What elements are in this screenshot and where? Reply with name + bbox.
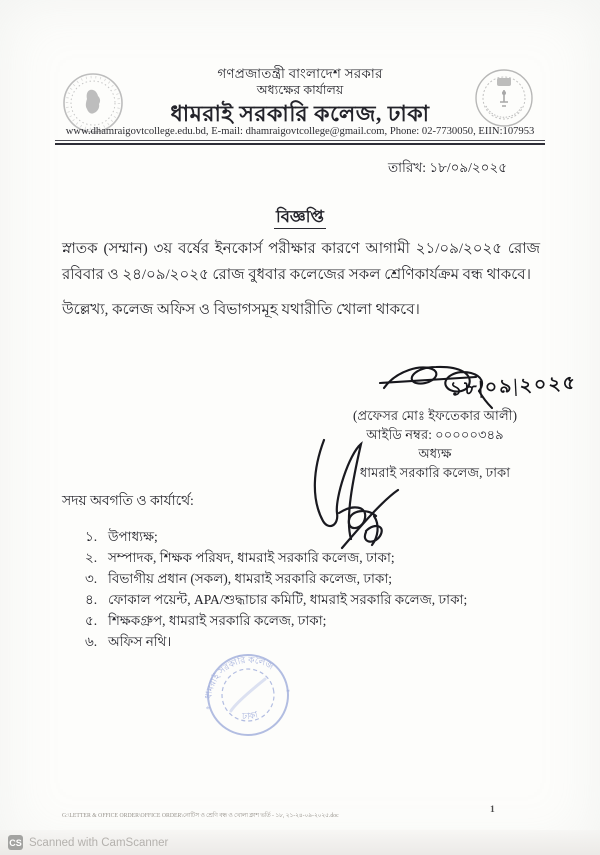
list-item-text: বিভাগীয় প্রধান (সকল), ধামরাই সরকারি কলেজ, ঢাকা;	[108, 571, 393, 586]
list-item	[85, 526, 525, 547]
notice-title	[0, 204, 600, 231]
camscanner-watermark-text: Scanned with CamScanner	[29, 836, 169, 849]
header-rule-thin	[55, 140, 545, 141]
svg-text:*: *	[285, 687, 292, 697]
office-line: অধ্যক্ষের কার্যালয়	[256, 83, 344, 97]
camscanner-badge-icon: CS	[8, 835, 23, 850]
signatory-designation: অধ্যক্ষ	[418, 446, 452, 461]
signatory-name: (প্রফেসর মোঃ ইফতেকার আলী)	[353, 408, 517, 423]
government-line: গণপ্রজাতন্ত্রী বাংলাদেশ সরকার	[217, 66, 383, 81]
list-item-text: উপাধ্যক্ষ;	[108, 529, 158, 544]
list-item	[85, 610, 525, 631]
notice-paragraph-2: উল্লেখ্য, কলেজ অফিস ও বিভাগসমূহ যথারীতি খোলা থাকবে।	[62, 302, 420, 318]
list-item-text: ফোকাল পয়েন্ট, APA/শুদ্ধাচার কমিটি, ধামরাই সরকারি কলেজ, ঢাকা;	[108, 592, 468, 607]
list-item	[85, 589, 525, 610]
camscanner-watermark-bar	[0, 830, 600, 855]
list-item-text: সম্পাদক, শিক্ষক পরিষদ, ধামরাই সরকারি কলেজ, ঢাকা;	[108, 550, 395, 565]
stamp-ring-text-bottom: ঢাকা	[241, 709, 259, 722]
list-item-number: ৬.	[85, 634, 98, 649]
list-item	[85, 631, 525, 652]
svg-text:ধামরাই সরকারি কলেজ	[196, 649, 281, 702]
svg-text:ঢাকা	[239, 708, 259, 724]
distribution-list	[85, 526, 525, 652]
svg-text:*: *	[205, 704, 211, 714]
handwritten-date: ১৮|০৯|২০২৫	[449, 372, 578, 401]
list-item-text: শিক্ষকগ্রুপ, ধামরাই সরকারি কলেজ, ঢাকা;	[108, 613, 327, 628]
college-name: ধামরাই সরকারি কলেজ, ঢাকা	[170, 101, 430, 126]
date-line: তারিখ: ১৮/০৯/২০২৫	[388, 160, 507, 175]
list-item-text: অফিস নথি।	[108, 634, 172, 649]
signatory-institution: ধামরাই সরকারি কলেজ, ঢাকা	[359, 465, 511, 480]
header-rule-thick	[55, 143, 545, 145]
list-item-number: ৩.	[85, 571, 98, 586]
contact-line: www.dhamraigovtcollege.edu.bd, E-mail: dhamraigovtcollege@gmail.com, Phone: 02-7730050, EIIN:107953	[65, 126, 535, 137]
notice-paragraph-1: স্নাতক (সম্মান) ৩য় বর্ষের ইনকোর্স পরীক্ষার কারণে আগামী ২১/০৯/২০২৫ রোজ রবিবার ও ২৪/০৯/২০২৫ রোজ বুধবার কলেজের সকল শ্রেণিকার্যক্রম বন্ধ থাকবে।	[62, 241, 540, 283]
college-stamp-icon	[184, 631, 312, 759]
list-item	[85, 568, 525, 589]
distribution-heading: সদয় অবগতি ও কার্যার্থে:	[62, 493, 194, 508]
signatory-id: আইডি নম্বর: ০০০০০৩৪৯	[366, 427, 504, 442]
list-item-number: ১.	[85, 529, 98, 544]
footer-file-path: G:\LETTER & OFFICE ORDER\OFFICE ORDER\নোটিস ও শ্রেণি বন্ধ ও খোলা ক্লাশ ভর্তি - ১৮, ২১-২৪-০৯-২০২৫.doc	[62, 811, 339, 819]
list-item-number: ২.	[85, 550, 98, 565]
list-item	[85, 547, 525, 568]
page-number: 1	[490, 805, 495, 815]
notice-title-text: বিজ্ঞপ্তি	[274, 207, 326, 229]
stamp-ring-text-top: ধামরাই সরকারি কলেজ	[203, 654, 276, 700]
list-item-number: ৫.	[85, 613, 98, 628]
list-item-number: ৪.	[85, 592, 98, 607]
